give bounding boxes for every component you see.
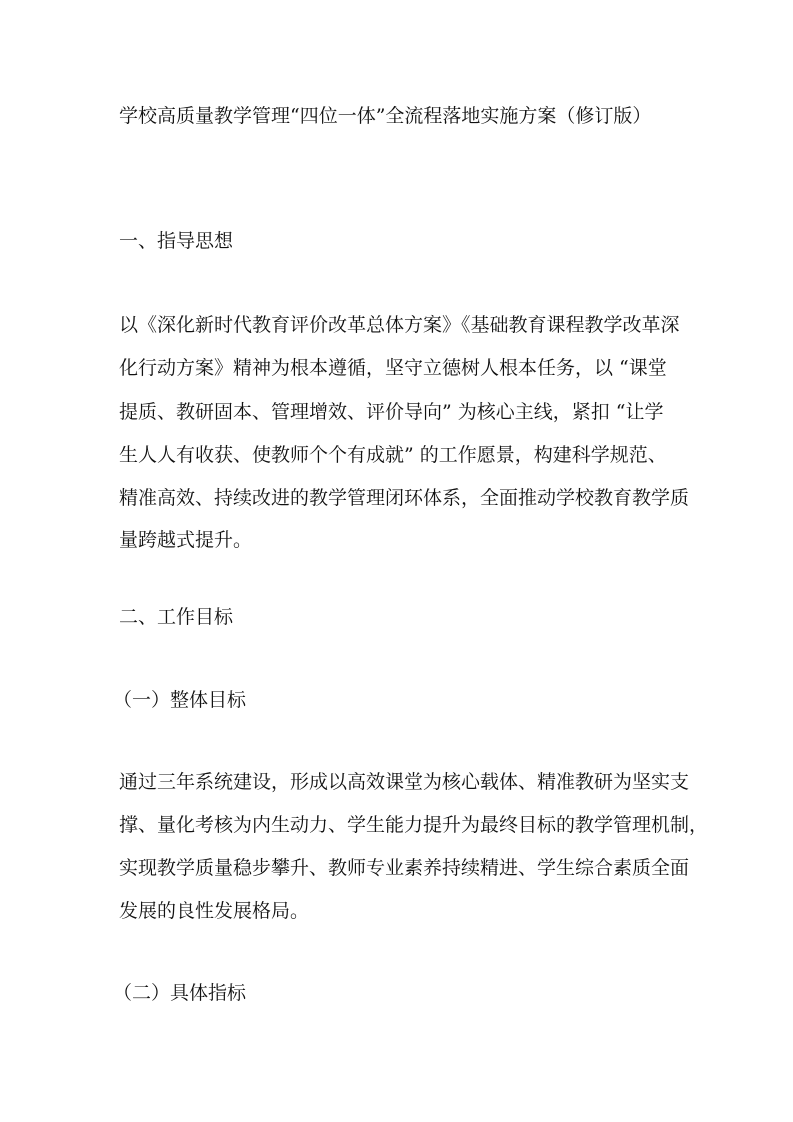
subsection-heading-overall-goal: （一）整体目标	[113, 689, 247, 711]
subsection-heading-specific-indicators: （二）具体指标	[113, 982, 247, 1004]
paragraph-line: 精准高效、持续改进的教学管理闭环体系，全面推动学校教育教学质	[119, 487, 690, 509]
paragraph-line: 撑、量化考核为内生动力、学生能力提升为最终目标的教学管理机制，	[119, 814, 709, 836]
paragraph-line: 发展的良性发展格局。	[119, 900, 310, 922]
section-heading-work-goals: 二、工作目标	[119, 606, 234, 628]
paragraph-line: 化行动方案》精神为根本遵循，坚守立德树人根本任务，以 “课堂	[119, 357, 667, 379]
paragraph-line: 提质、教研固本、管理增效、评价导向” 为核心主线，紧扣 “让学	[119, 401, 664, 423]
paragraph-line: 实现教学质量稳步攀升、教师专业素养持续精进、学生综合素质全面	[119, 857, 690, 879]
document-title: 学校高质量教学管理“四位一体”全流程落地实施方案（修订版）	[119, 105, 652, 127]
paragraph-line: 量跨越式提升。	[119, 529, 253, 551]
paragraph-line: 通过三年系统建设，形成以高效课堂为核心载体、精准教研为坚实支	[119, 771, 690, 793]
paragraph-line: 生人人有收获、使教师个个有成就” 的工作愿景，构建科学规范、	[119, 444, 667, 466]
paragraph-line: 以《深化新时代教育评价改革总体方案》《基础教育课程教学改革深	[119, 314, 680, 336]
section-heading-guiding-ideology: 一、指导思想	[119, 230, 234, 252]
